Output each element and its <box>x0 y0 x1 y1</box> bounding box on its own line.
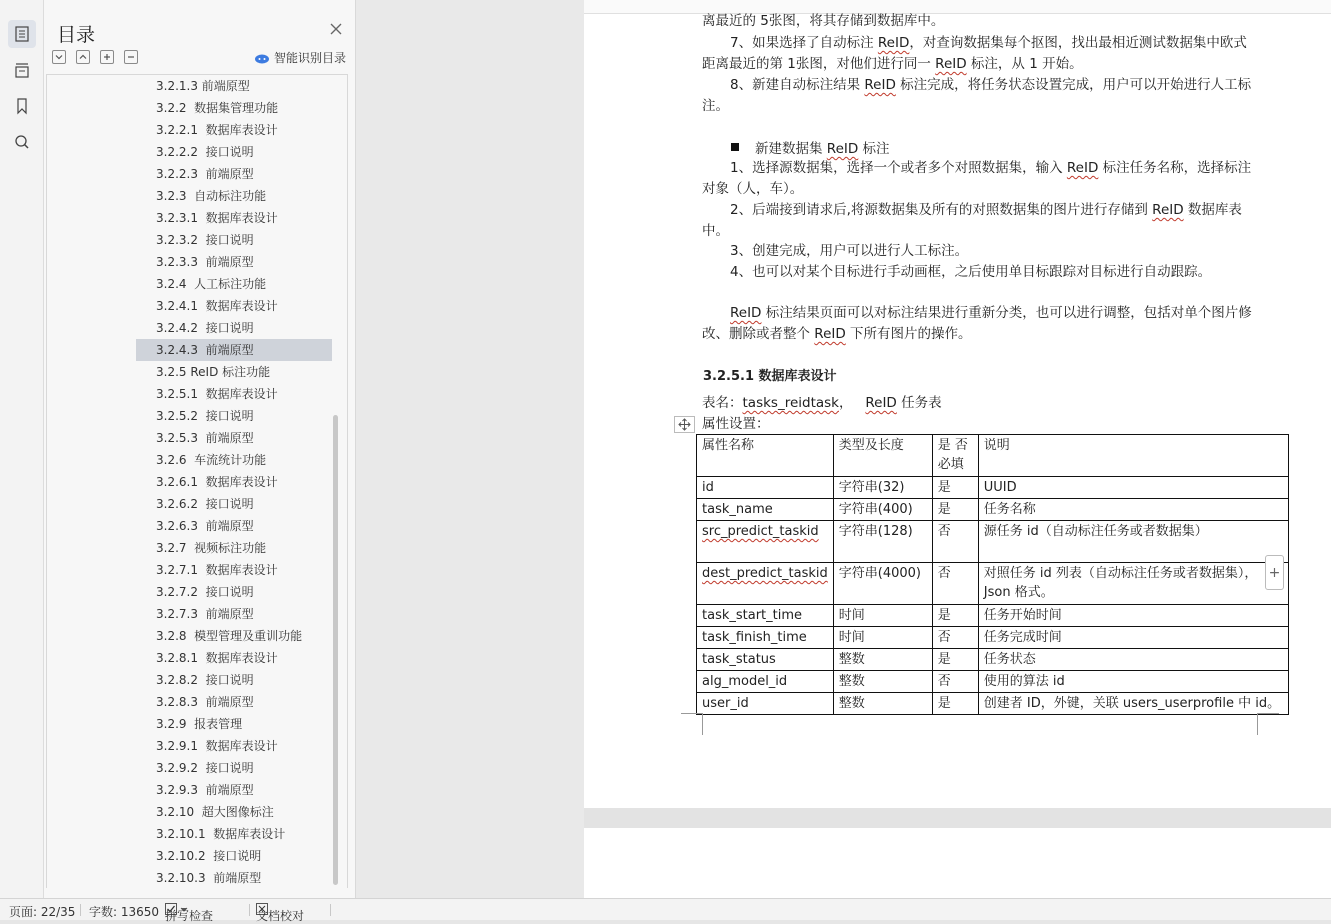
expand-all-button[interactable] <box>52 50 66 64</box>
page-indicator[interactable]: 页面: 22/35 <box>9 905 76 919</box>
paragraph: 离最近的 5张图，将其存储到数据库中。 <box>702 13 945 29</box>
table-cell: 否 <box>932 563 978 605</box>
spell-check-button[interactable]: 拼写检查 <box>165 903 188 915</box>
table-cell: 创建者 ID，外键，关联 users_userprofile 中 id。 <box>978 693 1288 715</box>
smart-toc-label: 智能识别目录 <box>274 51 347 65</box>
table-row <box>697 563 1289 605</box>
table-row <box>697 499 1289 521</box>
sidebar-rail <box>0 0 44 898</box>
attr-settings-label: 属性设置： <box>702 416 770 432</box>
table-cell: 时间 <box>833 605 932 627</box>
table-cell: task_finish_time <box>697 627 834 649</box>
divider <box>330 904 331 916</box>
move-icon <box>678 418 691 431</box>
toc-item[interactable]: 3.2.7.3 前端原型 <box>156 607 254 621</box>
table-cell: 整数 <box>833 649 932 671</box>
table-cell: 字符串(4000) <box>833 563 932 605</box>
toc-item[interactable]: 3.2.9.2 接口说明 <box>156 761 254 775</box>
table-cell: 字符串(128) <box>833 521 932 563</box>
paragraph-reid-result: ReID 标注结果页面可以对标注结果进行重新分类，也可以进行调整，包括对单个图片修改、删除或者整个 ReID 下所有图片的操作。 <box>702 305 1252 342</box>
toc-item[interactable]: 3.2.2 数据集管理功能 <box>156 101 279 115</box>
toc-item[interactable]: 3.2.8.2 接口说明 <box>156 673 254 687</box>
table-name-line: 表名：tasks_reidtask， ReID 任务表 <box>702 395 942 411</box>
toc-item[interactable]: 3.2.9 报表管理 <box>156 717 243 731</box>
toc-item[interactable]: 3.2.7.1 数据库表设计 <box>156 563 278 577</box>
bookmark-icon <box>13 97 31 115</box>
divider <box>80 904 81 916</box>
paragraph-step-2: 2、后端接到请求后,将源数据集及所有的对照数据集的图片进行存储到 ReID 数据库表中。 <box>702 202 1242 239</box>
table-cell: 是 <box>932 499 978 521</box>
paragraph-step-8: 8、新建自动标注结果 ReID 标注完成，将任务状态设置完成，用户可以开始进行人工标注。 <box>702 77 1252 114</box>
table-cell: 整数 <box>833 693 932 715</box>
toc-item[interactable]: 3.2.3.3 前端原型 <box>156 255 254 269</box>
table-cell: 是 <box>932 605 978 627</box>
toc-item[interactable]: 3.2.6.3 前端原型 <box>156 519 254 533</box>
table-cell: 任务开始时间 <box>978 605 1288 627</box>
toc-item[interactable]: 3.2.8 模型管理及重训功能 <box>156 629 303 643</box>
plus-icon <box>102 52 112 62</box>
table-header-row <box>697 435 1289 477</box>
bullet-square-icon <box>731 143 739 151</box>
toc-item[interactable]: 3.2.10.1 数据库表设计 <box>156 827 286 841</box>
toc-scrollbar[interactable] <box>333 415 338 885</box>
toc-item[interactable]: 3.2.2.2 接口说明 <box>156 145 254 159</box>
toc-toggle-button[interactable] <box>8 20 36 48</box>
toc-item[interactable]: 3.2.3 自动标注功能 <box>156 189 267 203</box>
table-cell: dest_predict_taskid <box>697 563 834 605</box>
page-corner-mark <box>681 713 703 735</box>
table-header-cell: 是 否必填 <box>932 435 978 477</box>
page-gap <box>584 808 1331 828</box>
toc-item[interactable]: 3.2.4 人工标注功能 <box>156 277 267 291</box>
table-cell: 字符串(400) <box>833 499 932 521</box>
toc-item[interactable]: 3.2.8.1 数据库表设计 <box>156 651 278 665</box>
toc-item[interactable]: 3.2.5 ReID 标注功能 <box>156 365 271 379</box>
toc-item[interactable]: 3.2.9.3 前端原型 <box>156 783 254 797</box>
toc-item[interactable]: 3.2.4.3 前端原型 <box>136 339 332 361</box>
toc-icon <box>13 25 31 43</box>
table-row <box>697 693 1289 715</box>
attribute-table <box>696 434 1289 715</box>
thumbnail-button[interactable] <box>8 56 36 84</box>
table-cell: task_status <box>697 649 834 671</box>
paragraph-step-1: 1、选择源数据集，选择一个或者多个对照数据集，输入 ReID 标注任务名称，选择标注对象（人，车）。 <box>702 160 1252 197</box>
table-row <box>697 605 1289 627</box>
minus-icon <box>126 52 136 62</box>
toc-item[interactable]: 3.2.3.1 数据库表设计 <box>156 211 278 225</box>
toc-item[interactable]: 3.2.7 视频标注功能 <box>156 541 267 555</box>
toc-item[interactable]: 3.2.10 超大图像标注 <box>156 805 274 819</box>
table-cell: user_id <box>697 693 834 715</box>
table-cell: 否 <box>932 521 978 563</box>
thumbnail-icon <box>13 61 31 79</box>
toc-item[interactable]: 3.2.6.2 接口说明 <box>156 497 254 511</box>
add-column-button[interactable]: + <box>1265 555 1284 590</box>
toc-item[interactable]: 3.2.5.3 前端原型 <box>156 431 254 445</box>
toc-item[interactable]: 3.2.9.1 数据库表设计 <box>156 739 278 753</box>
paragraph-step-4: 4、也可以对某个目标进行手动画框，之后使用单目标跟踪对目标进行自动跟踪。 <box>730 264 1212 280</box>
table-cell: 否 <box>932 627 978 649</box>
table-header-cell: 属性名称 <box>697 435 834 477</box>
table-move-handle[interactable] <box>674 416 695 433</box>
table-header-cell: 类型及长度 <box>833 435 932 477</box>
toc-item[interactable]: 3.2.4.2 接口说明 <box>156 321 254 335</box>
table-cell: UUID <box>978 477 1288 499</box>
bookmark-button[interactable] <box>8 92 36 120</box>
toc-item[interactable]: 3.2.7.2 接口说明 <box>156 585 254 599</box>
toc-item[interactable]: 3.2.2.3 前端原型 <box>156 167 254 181</box>
chevron-up-icon <box>78 52 88 62</box>
smart-toc-button[interactable] <box>254 49 346 66</box>
toc-item[interactable]: 3.2.6.1 数据库表设计 <box>156 475 278 489</box>
toc-item[interactable]: 3.2.5.2 接口说明 <box>156 409 254 423</box>
word-count[interactable]: 字数: 13650 <box>89 905 160 919</box>
status-bar <box>0 898 1331 923</box>
toc-list <box>46 74 348 888</box>
toc-item[interactable]: 3.2.4.1 数据库表设计 <box>156 299 278 313</box>
table-cell: 任务名称 <box>978 499 1288 521</box>
table-row <box>697 477 1289 499</box>
add-heading-button[interactable] <box>100 50 114 64</box>
doc-proofread-button[interactable]: 文档校对 <box>256 903 268 915</box>
paragraph-step-3: 3、创建完成，用户可以进行人工标注。 <box>730 243 969 259</box>
remove-heading-button[interactable] <box>124 50 138 64</box>
toc-item[interactable]: 3.2.5.1 数据库表设计 <box>156 387 278 401</box>
ai-cloud-icon <box>254 52 270 64</box>
search-icon <box>13 133 31 151</box>
close-icon[interactable] <box>329 22 343 36</box>
divider <box>249 904 250 916</box>
bullet-new-dataset: 新建数据集 ReID 标注 <box>731 137 890 157</box>
table-row <box>697 521 1289 563</box>
toc-item[interactable]: 3.2.3.2 接口说明 <box>156 233 254 247</box>
table-cell: task_name <box>697 499 834 521</box>
table-cell: 使用的算法 id <box>978 671 1288 693</box>
toc-item[interactable]: 3.2.10.2 接口说明 <box>156 849 262 863</box>
table-cell: 对照任务 id 列表（自动标注任务或者数据集），Json 格式。 <box>978 563 1288 605</box>
paragraph-step-7: 7、如果选择了自动标注 ReID，对查询数据集每个抠图，找出最相近测试数据集中欧式距离最近的第 1张图，对他们进行同一 ReID 标注，从 1 开始。 <box>702 35 1247 72</box>
section-heading: 3.2.5.1 数据库表设计 <box>703 369 837 384</box>
table-cell: src_predict_taskid <box>697 521 834 563</box>
table-cell: 任务状态 <box>978 649 1288 671</box>
toc-item[interactable]: 3.2.1.3 前端原型 <box>156 79 250 93</box>
next-page <box>584 828 1331 898</box>
table-cell: 任务完成时间 <box>978 627 1288 649</box>
table-row <box>697 671 1289 693</box>
table-row <box>697 627 1289 649</box>
table-cell: 源任务 id（自动标注任务或者数据集） <box>978 521 1288 563</box>
workspace-gutter <box>356 0 584 898</box>
toc-panel <box>44 0 356 898</box>
collapse-all-button[interactable] <box>76 50 90 64</box>
search-button[interactable] <box>8 128 36 156</box>
table-cell: 整数 <box>833 671 932 693</box>
table-cell: 字符串(32) <box>833 477 932 499</box>
table-cell: 是 <box>932 693 978 715</box>
table-cell: id <box>697 477 834 499</box>
table-header-cell: 说明 <box>978 435 1288 477</box>
toc-item[interactable]: 3.2.10.3 前端原型 <box>156 871 262 885</box>
table-cell: task_start_time <box>697 605 834 627</box>
table-row <box>697 649 1289 671</box>
chevron-down-icon <box>54 52 64 62</box>
table-cell: 否 <box>932 671 978 693</box>
table-cell: 是 <box>932 477 978 499</box>
toc-item[interactable]: 3.2.8.3 前端原型 <box>156 695 254 709</box>
table-cell: alg_model_id <box>697 671 834 693</box>
toc-toolbar <box>52 50 138 64</box>
toc-item[interactable]: 3.2.6 车流统计功能 <box>156 453 267 467</box>
page-corner-mark <box>1257 713 1279 735</box>
toc-title: 目录 <box>57 24 96 46</box>
table-cell: 是 <box>932 649 978 671</box>
toc-item[interactable]: 3.2.2.1 数据库表设计 <box>156 123 278 137</box>
table-cell: 时间 <box>833 627 932 649</box>
